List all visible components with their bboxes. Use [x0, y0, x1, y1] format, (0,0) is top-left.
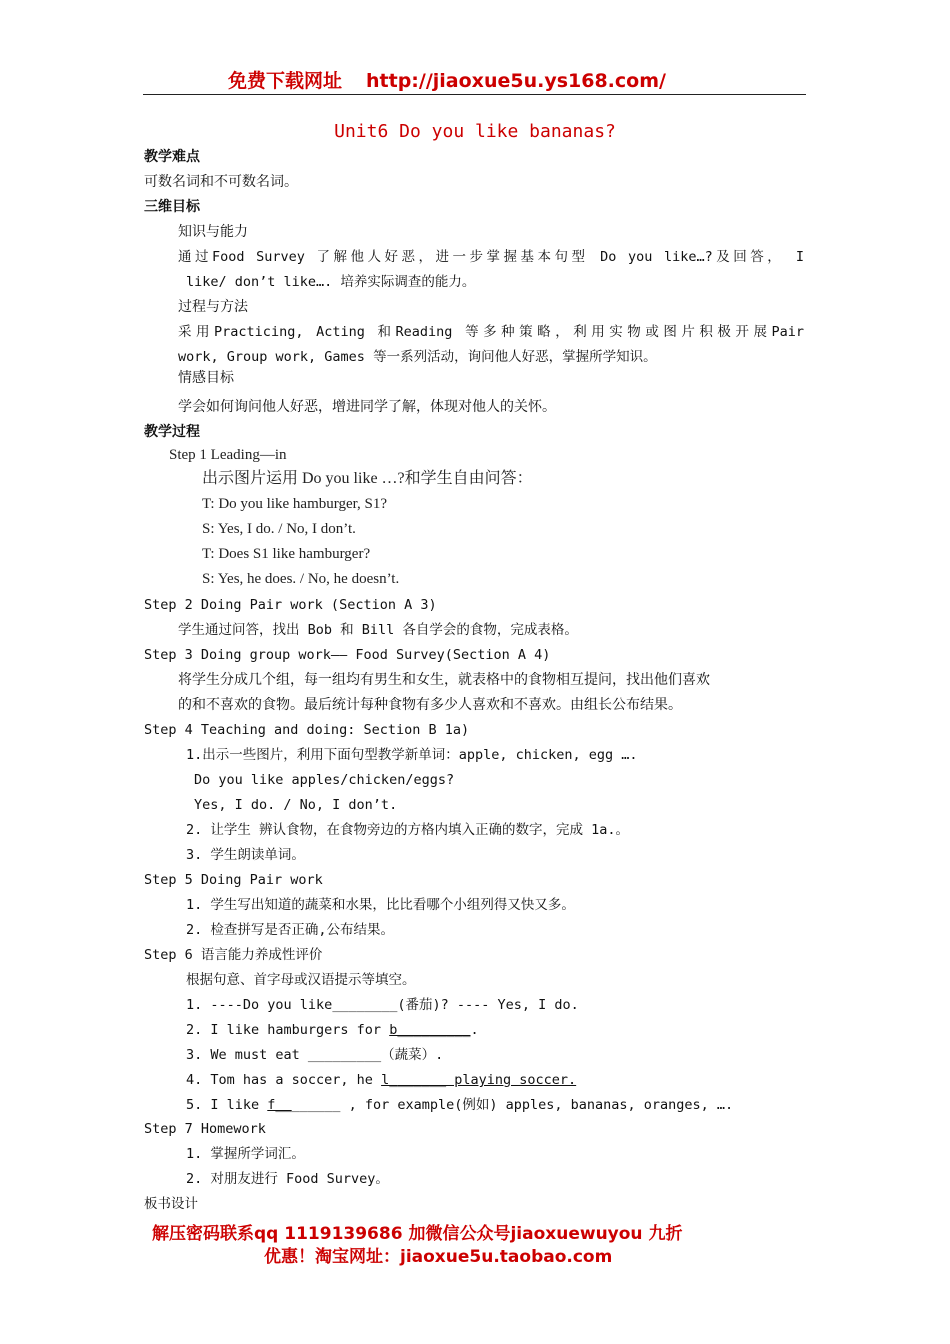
header-divider: [143, 94, 806, 95]
step7-title: Step 7 Homework: [144, 1121, 266, 1137]
step1-title: Step 1 Leading—in: [169, 447, 287, 463]
page-title: Unit6 Do you like bananas?: [334, 121, 616, 142]
step6-title: Step 6 语言能力养成性评价: [144, 947, 323, 963]
step4-item-3: 3. 学生朗读单词。: [186, 847, 305, 863]
step6-question-4: [186, 1071, 576, 1089]
q2-blank[interactable]: b_________: [389, 1022, 471, 1038]
step7-item-2: 2. 对朋友进行 Food Survey。: [186, 1171, 389, 1187]
board-heading: 板书设计: [144, 1196, 198, 1212]
step3-text-2: 的和不喜欢的食物。最后统计每种食物有多少人喜欢和不喜欢。由组长公布结果。: [178, 697, 682, 713]
step4-item-2: 2. 让学生 辨认食物，在食物旁边的方格内填入正确的数字，完成 1a.。: [186, 822, 630, 838]
step5-item-1: 1. 学生写出知道的蔬菜和水果，比比看哪个小组列得又快又多。: [186, 897, 575, 913]
difficulty-text: 可数名词和不可数名词。: [144, 174, 298, 190]
q5-text-b: ______ , for example(例如) apples, bananas, oranges, ….: [291, 1097, 734, 1113]
step5-title: Step 5 Doing Pair work: [144, 872, 323, 888]
step3-title: Step 3 Doing group work—— Food Survey(Section A 4): [144, 647, 551, 663]
goals-heading: 三维目标: [144, 199, 200, 215]
q3-text-a: 3. We must eat: [186, 1047, 308, 1063]
q5-blank[interactable]: f__: [267, 1097, 292, 1113]
q3-blank[interactable]: _________: [307, 1047, 382, 1063]
knowledge-text-1: 通过Food Survey 了解他人好恶，进一步掌握基本句型 Do you like…?及回答， I: [178, 249, 804, 265]
step6-question-2: [186, 1021, 479, 1039]
process-heading: 教学过程: [144, 424, 200, 440]
footer-line-2: 优惠！淘宝网址：jiaoxue5u.taobao.com: [264, 1247, 613, 1267]
q4-blank[interactable]: l_: [381, 1072, 398, 1088]
step1-intro: 出示图片运用 Do you like …?和学生自由问答：: [202, 470, 533, 487]
q5-text-a: 5. I like: [186, 1097, 268, 1113]
q3-text-b: （蔬菜）.: [381, 1047, 444, 1063]
q1-text-a: 1. ----Do you like: [186, 997, 333, 1013]
header-label: 免费下载网址: [228, 70, 343, 92]
step6-question-5: [186, 1096, 733, 1114]
step6-intro: 根据句意、首字母或汉语提示等填空。: [186, 972, 416, 988]
header-url[interactable]: http://jiaoxue5u.ys168.com/: [366, 70, 666, 92]
step5-item-2: 2. 检查拼写是否正确,公布结果。: [186, 922, 395, 938]
difficulty-heading: 教学难点: [144, 149, 200, 165]
q2-text-b: .: [470, 1022, 479, 1038]
step4-item-1: 1.出示一些图片，利用下面句型教学新单词：apple, chicken, egg ….: [186, 747, 638, 763]
process-label: 过程与方法: [178, 299, 248, 315]
header: [228, 66, 788, 93]
step7-item-1: 1. 掌握所学词汇。: [186, 1146, 305, 1162]
q4-text-a: 4. Tom has a soccer, he: [186, 1072, 382, 1088]
step1-dialog-1: T: Do you like hamburger, S1?: [202, 496, 388, 512]
step3-text-1: 将学生分成几个组，每一组均有男生和女生，就表格中的食物相互提问，找出他们喜欢: [178, 672, 710, 688]
step1-dialog-3: T: Does S1 like hamburger?: [202, 546, 371, 562]
q4-text-b: ______ playing soccer.: [397, 1072, 577, 1088]
step2-text: 学生通过问答，找出 Bob 和 Bill 各自学会的食物，完成表格。: [178, 622, 578, 638]
q2-text-a: 2. I like hamburgers for: [186, 1022, 390, 1038]
step2-title: Step 2 Doing Pair work (Section A 3): [144, 597, 437, 613]
process-text-2: work, Group work, Games 等一系列活动，询问他人好恶，掌握所学知识。: [178, 349, 657, 365]
emotion-text: 学会如何询问他人好恶，增进同学了解，体现对他人的关怀。: [178, 399, 556, 415]
footer-line-1: 解压密码联系qq 1119139686 加微信公众号jiaoxuewuyou 九折: [152, 1224, 683, 1244]
q1-blank[interactable]: ________: [332, 997, 398, 1013]
step4-question: Do you like apples/chicken/eggs?: [194, 772, 455, 788]
process-text-1: 采用Practicing, Acting 和Reading 等多种策略，利用实物或图片积极开展Pair: [178, 324, 804, 340]
step6-question-1: [186, 996, 579, 1014]
step4-answer: Yes, I do. / No, I don’t.: [194, 797, 398, 813]
knowledge-label: 知识与能力: [178, 224, 248, 240]
step4-title: Step 4 Teaching and doing: Section B 1a): [144, 722, 470, 738]
step6-question-3: [186, 1046, 443, 1064]
step1-dialog-2: S: Yes, I do. / No, I don’t.: [202, 521, 356, 537]
step1-dialog-4: S: Yes, he does. / No, he doesn’t.: [202, 571, 400, 587]
knowledge-text-2: like/ don’t like…. 培养实际调查的能力。: [186, 274, 476, 290]
q1-text-b: (番茄)? ---- Yes, I do.: [397, 997, 579, 1013]
emotion-label: 情感目标: [178, 370, 234, 386]
